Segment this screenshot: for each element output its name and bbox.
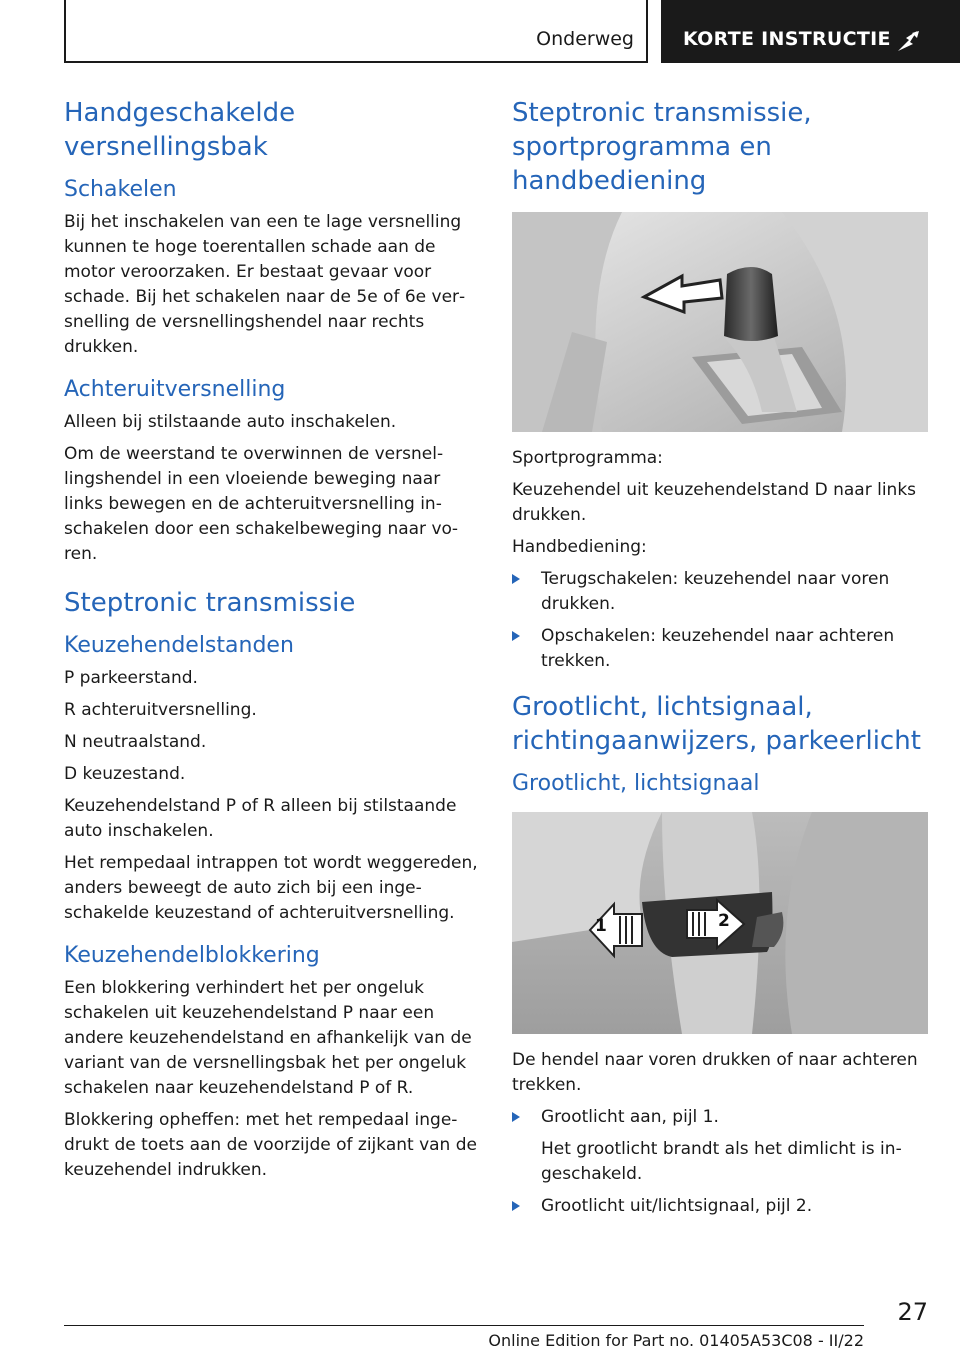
heading-grootlicht-richtingaanwijzers: Grootlicht, lichtsignaal, richtingaanwijzers, parkeerlicht bbox=[512, 692, 921, 756]
page-number: 27 bbox=[897, 1298, 928, 1326]
light-stalk-image bbox=[512, 812, 928, 1034]
heading-schakelen: Schakelen bbox=[64, 177, 177, 202]
paragraph-hendel: De hendel naar voren drukken of naar achteren trekken. bbox=[512, 1050, 918, 1095]
heading-achteruitversnelling: Achteruitversnelling bbox=[64, 377, 286, 402]
header-tab-korte-instructie bbox=[661, 0, 960, 63]
arrow-label-1: 1 bbox=[595, 916, 607, 936]
paragraph-blokkering-2: Blokkering opheffen: met het rempedaal ingedrukt de toets aan de voorzijde of zijkant van de keuzehendel indrukken. bbox=[64, 1110, 477, 1180]
paragraph-p-stand: P parkeerstand. bbox=[64, 668, 198, 688]
triangle-bullet-icon bbox=[512, 631, 520, 641]
paragraph-blokkering-1: Een blokkering verhindert het per ongeluk schakelen uit keuzehendelstand P naar een andere keuzehendelstand en afhankelijk van de variant van de versnellingsbak het per ongeluk schakelen naar keuzehendelstand P of R. bbox=[64, 978, 472, 1098]
gear-selector-image bbox=[512, 212, 928, 432]
heading-manual-gearbox: Handgeschakelde versnellingsbak bbox=[64, 98, 296, 162]
triangle-bullet-icon bbox=[512, 1112, 520, 1122]
list-item: Terugschakelen: keuzehendel naar voren drukken. bbox=[512, 567, 928, 617]
footer-divider bbox=[64, 1325, 864, 1326]
paragraph-achteruit-2: Om de weerstand te overwinnen de versnellingshendel in een vloeiende beweging naar links bewegen en de achteruitversnelling inschakelen door een schakelbeweging naar voren. bbox=[64, 444, 459, 564]
paragraph-r-stand: R achteruitversnelling. bbox=[64, 700, 257, 720]
heading-keuzehendelblokkering: Keuzehendelblokkering bbox=[64, 943, 320, 968]
paragraph-hand-label: Handbediening: bbox=[512, 537, 647, 557]
header-section-title: Onderweg bbox=[536, 28, 634, 50]
bullet-list-grootlicht bbox=[512, 1105, 928, 1219]
paragraph-keuze-2: Het rempedaal intrappen tot wordt weggereden, anders beweegt de auto zich bij een ingeschakelde keuzestand of achteruitversnelling. bbox=[64, 853, 478, 923]
list-item: Grootlicht uit/lichtsignaal, pijl 2. bbox=[512, 1194, 928, 1219]
left-column bbox=[64, 96, 478, 1190]
bullet-subtext: Het grootlicht brandt als het dimlicht is ingeschakeld. bbox=[541, 1139, 902, 1184]
list-item: Grootlicht aan, pijl 1. Het grootlicht brandt als het dimlicht is ingeschakeld. bbox=[512, 1105, 928, 1187]
paragraph-keuze-1: Keuzehendelstand P of R alleen bij stilstaande auto inschakelen. bbox=[64, 796, 457, 841]
triangle-bullet-icon bbox=[512, 574, 520, 584]
footer-edition-text: Online Edition for Part no. 01405A53C08 - II/22 bbox=[488, 1331, 864, 1350]
flash-arrows-icon bbox=[897, 30, 921, 52]
heading-keuzehendelstanden: Keuzehendelstanden bbox=[64, 633, 294, 658]
header-tab-label: KORTE INSTRUCTIE bbox=[683, 28, 891, 50]
paragraph-n-stand: N neutraalstand. bbox=[64, 732, 207, 752]
heading-sportprogramma: Steptronic transmissie, sportprogramma en handbediening bbox=[512, 98, 812, 196]
arrow-label-2: 2 bbox=[718, 911, 730, 931]
paragraph-d-stand: D keuzestand. bbox=[64, 764, 186, 784]
bullet-list-handbediening bbox=[512, 567, 928, 674]
paragraph-achteruit-1: Alleen bij stilstaande auto inschakelen. bbox=[64, 412, 397, 432]
heading-grootlicht-lichtsignaal: Grootlicht, lichtsignaal bbox=[512, 771, 760, 796]
paragraph-schakelen: Bij het inschakelen van een te lage versnelling kunnen te hoge toerentallen schade aan de motor veroorzaken. Er bestaat gevaar voor schade. Bij het schakelen naar de 5e of 6e versnelling de versnellingshendel naar rechts drukken. bbox=[64, 212, 466, 357]
list-item: Opschakelen: keuzehendel naar achteren trekken. bbox=[512, 624, 928, 674]
paragraph-sport-label: Sportprogramma: bbox=[512, 448, 663, 468]
right-column bbox=[512, 96, 928, 1227]
paragraph-sport-text: Keuzehendel uit keuzehendelstand D naar links drukken. bbox=[512, 480, 917, 525]
heading-steptronic: Steptronic transmissie bbox=[64, 588, 356, 618]
triangle-bullet-icon bbox=[512, 1201, 520, 1211]
